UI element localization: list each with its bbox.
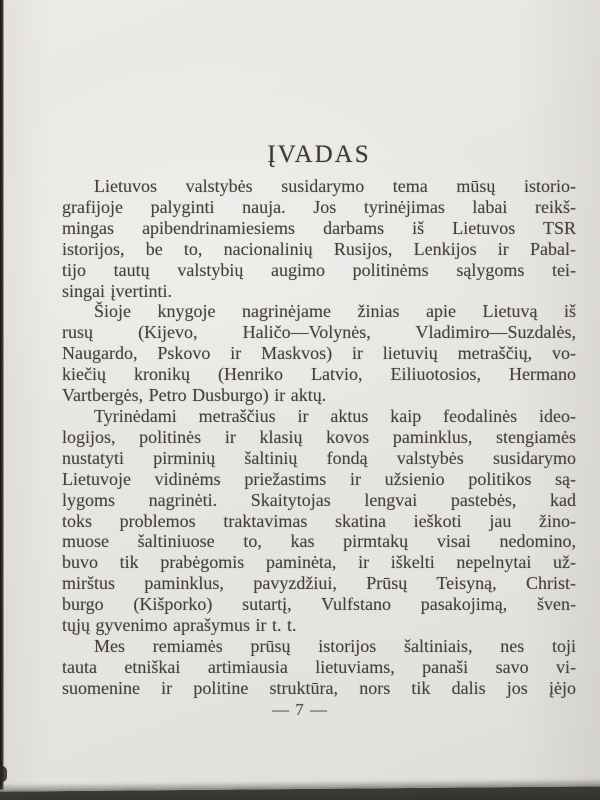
text-line: tijo tautų valstybių augimo politinėms sąlygoms tei-	[62, 259, 576, 280]
text-line: singai įvertinti.	[62, 280, 172, 301]
page-title: ĮVADAS	[267, 140, 371, 168]
table-surface-edge	[0, 784, 600, 800]
text-line: logijos, politinės ir klasių kovos paminklus, stengiamės	[62, 426, 576, 447]
text-line: Lietuvos valstybės susidarymo tema mūsų istorio-	[94, 176, 576, 196]
text-line: Šioje knygoje nagrinėjame žinias apie Lietuvą iš	[94, 301, 576, 322]
text-line: lygoms nagrinėti. Skaitytojas lengvai pastebės, kad	[62, 489, 576, 510]
text-line: nustatyti pirminių šaltinių fondą valstybės susidarymo	[62, 447, 576, 468]
text-line: rusų (Kijevo, Haličo—Volynės, Vladimiro—Suzdalės,	[62, 322, 576, 343]
text-line: Lietuvoje vidinėms priežastims ir užsienio politikos są-	[62, 468, 576, 489]
book-left-edge-notch	[0, 766, 7, 782]
text-line: kiečių kronikų (Henriko Latvio, Eiliuotosios, Hermano	[62, 364, 576, 385]
body-text	[62, 176, 576, 699]
text-line: istorijos, be to, nacionalinių Rusijos, Lenkijos ir Pabal-	[62, 238, 576, 259]
paragraph	[62, 636, 576, 699]
page-number: — 7 —	[272, 700, 328, 719]
text-line: Tyrinėdami metraščius ir aktus kaip feodalinės ideo-	[94, 405, 576, 426]
paragraph	[62, 406, 576, 636]
text-line: buvo tik prabėgomis paminėta, ir iškelti nepelnytai už-	[62, 552, 576, 573]
text-line: mingas apibendrinamiesiems darbams iš Lietuvos TSR	[62, 217, 576, 238]
text-line: suomenine ir politine struktūra, nors tik dalis jos įėjo	[62, 677, 576, 698]
paragraph	[62, 301, 576, 406]
text-line: grafijoje palyginti nauja. Jos tyrinėjimas labai reikš-	[62, 196, 576, 217]
text-line: Vartbergės, Petro Dusburgo) ir aktų.	[62, 385, 327, 406]
text-line: Mes remiamės prūsų istorijos šaltiniais, nes toji	[94, 635, 576, 656]
text-line: tųjų gyvenimo aprašymus ir t. t.	[62, 615, 297, 636]
paragraph	[62, 176, 576, 301]
text-line: burgo (Kišporko) sutartį, Vulfstano pasakojimą, šven-	[62, 594, 576, 615]
book-left-edge	[0, 0, 4, 795]
text-line: toks problemos traktavimas skatina ieškoti jau žino-	[62, 510, 576, 531]
text-line: muose šaltiniuose to, kas pirmtakų visai nedomino,	[62, 531, 576, 552]
text-line: tauta etniškai artimiausia lietuviams, panaši savo vi-	[62, 656, 576, 677]
text-line: mirštus paminklus, pavyzdžiui, Prūsų Teisyną, Christ-	[62, 573, 576, 594]
text-line: Naugardo, Pskovo ir Maskvos) ir lietuvių metraščių, vo-	[62, 343, 576, 364]
